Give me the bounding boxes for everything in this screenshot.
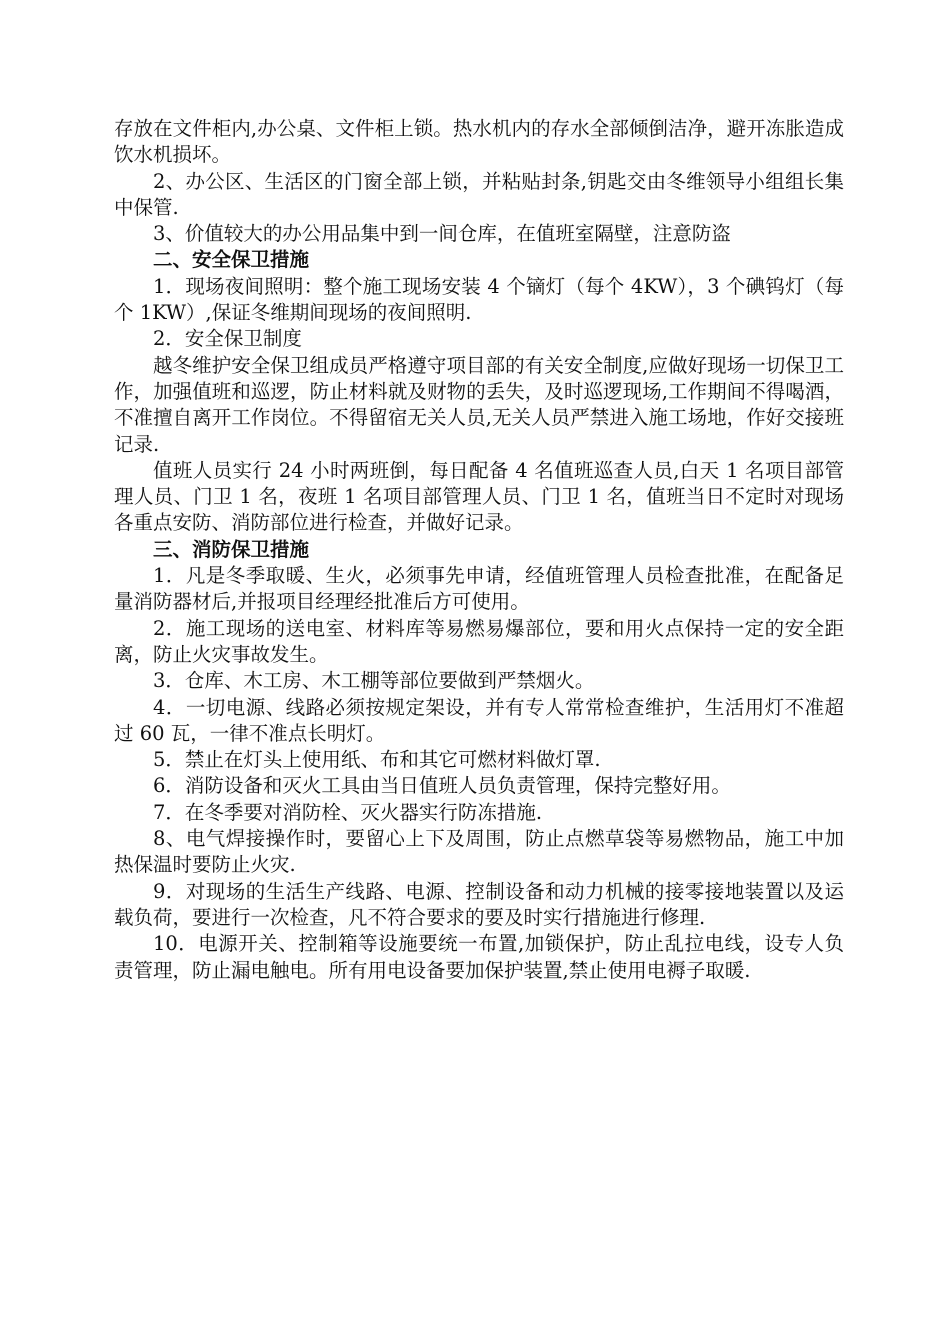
- paragraph-fire-item-7: 7．在冬季要对消防栓、灭火器实行防冻措施.: [153, 800, 543, 824]
- paragraph-lock-doors: 2、办公区、生活区的门窗全部上锁，并粘贴封条,钥匙交由冬维领导小组组长集中保管.: [114, 169, 844, 219]
- heading-security-measures: 二、安全保卫措施: [153, 248, 310, 272]
- paragraph-fire-item-10: 10．电源开关、控制箱等设施要统一布置,加锁保护，防止乱拉电线，设专人负责管理，防止漏电触电。所有用电设备要加保护装置,禁止使用电褥子取暖.: [114, 932, 844, 982]
- paragraph-fire-item-4: 4．一切电源、线路必须按规定架设，并有专人常常检查维护，生活用灯不准超过 60 瓦，一律不准点长明灯。: [114, 695, 844, 745]
- paragraph-duty-shifts: 值班人员实行 24 小时两班倒，每日配备 4 名值班巡查人员,白天 1 名项目部管理人员、门卫 1 名，夜班 1 名项目部管理人员、门卫 1 名，值班当日不定时对现场各重点安防、消防部位进行检查，并做好记录。: [114, 458, 844, 535]
- paragraph-fire-item-1: 1．凡是冬季取暖、生火，必须事先申请，经值班管理人员检查批准，在配备足量消防器材后,并报项目经理经批准后方可使用。: [114, 564, 844, 614]
- heading-fire-measures: 三、消防保卫措施: [153, 537, 310, 561]
- paragraph-security-system-title: 2．安全保卫制度: [153, 327, 302, 351]
- paragraph-fire-item-8: 8、电气焊接操作时，要留心上下及周围，防止点燃草袋等易燃物品，施工中加热保温时要防止火灾.: [114, 827, 844, 877]
- paragraph-night-lighting: 1．现场夜间照明：整个施工现场安装 4 个镝灯（每个 4KW），3 个碘钨灯（每个 1KW）,保证冬维期间现场的夜间照明.: [114, 274, 844, 325]
- paragraph-fire-item-9: 9．对现场的生活生产线路、电源、控制设备和动力机械的接零接地装置以及运载负荷，要进行一次检查，凡不符合要求的要及时实行措施进行修理.: [114, 879, 844, 929]
- paragraph-fire-item-5: 5．禁止在灯头上使用纸、布和其它可燃材料做灯罩.: [153, 748, 601, 772]
- paragraph-fire-item-2: 2．施工现场的送电室、材料库等易燃易爆部位，要和用火点保持一定的安全距离，防止火灾事故发生。: [114, 616, 844, 666]
- document-body: [114, 116, 844, 984]
- paragraph-valuables-warehouse: 3、价值较大的办公用品集中到一间仓库，在值班室隔壁，注意防盗: [153, 222, 731, 246]
- paragraph-storage-continuation: 存放在文件柜内,办公桌、文件柜上锁。热水机内的存水全部倾倒洁净，避开冻胀造成饮水机损坏。: [114, 117, 844, 167]
- paragraph-fire-item-6: 6．消防设备和灭火工具由当日值班人员负责管理，保持完整好用。: [153, 774, 731, 798]
- paragraph-fire-item-3: 3．仓库、木工房、木工棚等部位要做到严禁烟火。: [153, 669, 595, 693]
- paragraph-security-team-rules: 越冬维护安全保卫组成员严格遵守项目部的有关安全制度,应做好现场一切保卫工作，加强值班和巡逻，防止材料就及财物的丢失，及时巡逻现场,工作期间不得喝酒，不准擅自离开工作岗位。不得留宿无关人员,无关人员严禁进入施工场地，作好交接班记录.: [114, 353, 844, 456]
